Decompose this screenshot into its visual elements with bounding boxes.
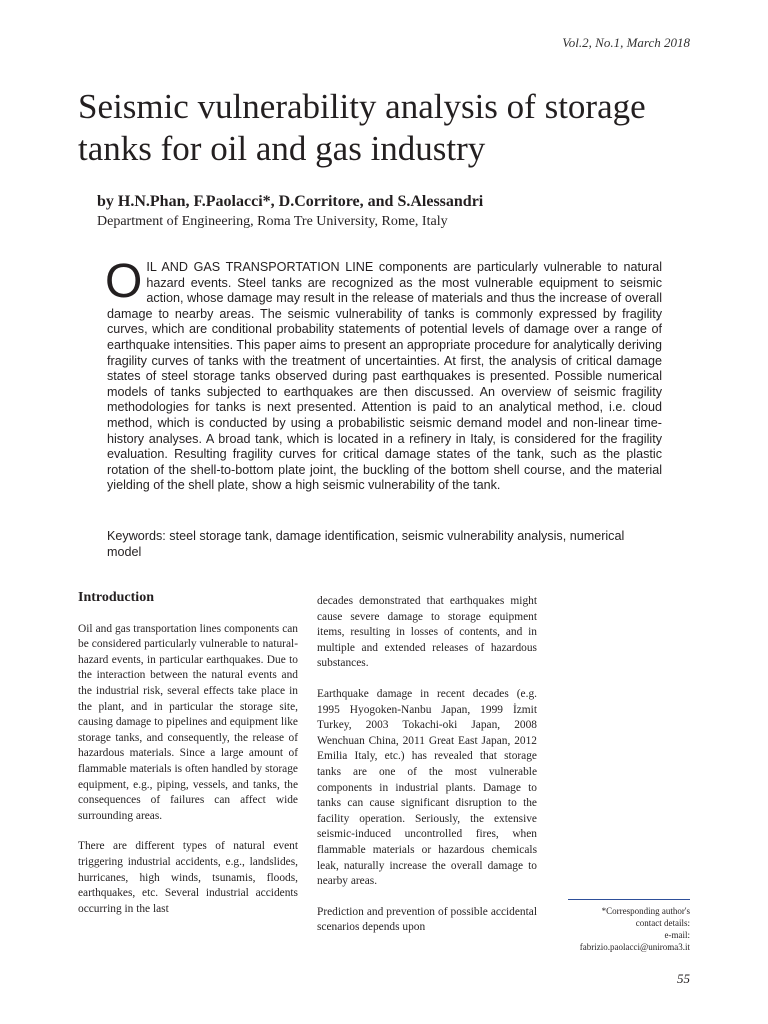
body-paragraph: There are different types of natural event triggering industrial accidents, e.g., landslides, hurricanes, high winds, tsunamis, floods, earthquakes, etc. Several industrial accidents occurring in the last <box>78 840 298 915</box>
contact-email: fabrizio.paolacci@uniroma3.it <box>579 942 690 952</box>
body-column-right <box>317 594 537 951</box>
contact-divider <box>568 899 690 900</box>
contact-line: *Corresponding author's <box>601 906 690 916</box>
body-column-left <box>78 590 298 932</box>
issue-info: Vol.2, No.1, March 2018 <box>562 35 690 50</box>
body-paragraph: decades demonstrated that earthquakes might cause severe damage to storage equipment items, resulting in losses of contents, and in multiple and extended releases of hazardous substances. <box>317 595 537 670</box>
abstract-text: IL AND GAS TRANSPORTATION LINE components are particularly vulnerable to natural hazard events. Steel tanks are recognized as the most vulnerable equipment to seismic action, whose damage may result in the release of materials and thus the increase of overall damage to nearby areas. The seismic vulnerability of tanks is commonly expressed by fragility curves, which are conditional probability statements of potential levels of damage over a range of earthquake intensities. This paper aims to present an appropriate procedure for analytically deriving fragility curves of tanks with the treatment of uncertainties. At first, the analysis of critical damage states of steel storage tanks observed during past earthquakes is presented. Possible numerical models of tanks subjected to earthquakes are then discussed. An overview of seismic fragility methodologies for tanks is next presented. Attention is paid to an analytical method, i.e. cloud method, which is conducted by using a probabilistic seismic demand model and non-linear time-history analyses. A broad tank, which is located in a refinery in Italy, is considered for the fragility evaluation. Resulting fragility curves for critical damage states of the tank, such as the plastic rotation of the shell-to-bottom plate joint, the buckling of the bottom shell course, and the material yielding of the shell plate, show a high seismic vulnerability of the tank. <box>107 260 662 493</box>
author-list: by H.N.Phan, F.Paolacci*, D.Corritore, and S.Alessandri <box>97 193 484 210</box>
keywords: Keywords: steel storage tank, damage identification, seismic vulnerability analysis, numerical model <box>107 529 625 559</box>
page-number: 55 <box>677 971 690 986</box>
body-paragraph: Prediction and prevention of possible accidental scenarios depends upon <box>317 905 537 934</box>
contact-line: e-mail: <box>664 930 690 940</box>
corresponding-author-note <box>530 905 690 953</box>
body-paragraph: Earthquake damage in recent decades (e.g. 1995 Hyogoken-Nanbu Japan, 1999 İzmit Turkey, 2003 Tokachi-oki Japan, 2008 Wenchuan China, 2011 Great East Japan, 2012 Emilia Italy, etc.) has revealed that storage tanks are one of the most vulnerable components in industrial plants. Damage to tanks can cause significant disruption to the facility operation. Seriously, the extensive seismic-induced uncontrolled fires, when flammable materials or hazardous chemicals leak, naturally increase the overall damage to nearby areas. <box>317 687 537 888</box>
body-paragraph: Oil and gas transportation lines components can be considered particularly vulnerable to natural-hazard events, in particular earthquakes. Due to the interaction between the natural events and the industrial risk, several effects take place in the plant, and in particular the storage site, causing damage to pipelines and equipment like storage tanks, and consequently, the release of hazardous materials. Since a large amount of flammable materials is often handled by storage equipment, e.g., piping, vessels, and tanks, the consequences of failures can affect wide surrounding areas. <box>78 622 298 822</box>
section-heading-introduction: Introduction <box>78 590 154 605</box>
abstract <box>105 255 662 494</box>
contact-line: contact details: <box>635 918 690 928</box>
drop-cap: O <box>105 255 143 308</box>
paper-title: Seismic vulnerability analysis of storage tanks for oil and gas industry <box>78 87 646 168</box>
affiliation: Department of Engineering, Roma Tre University, Rome, Italy <box>97 214 448 229</box>
